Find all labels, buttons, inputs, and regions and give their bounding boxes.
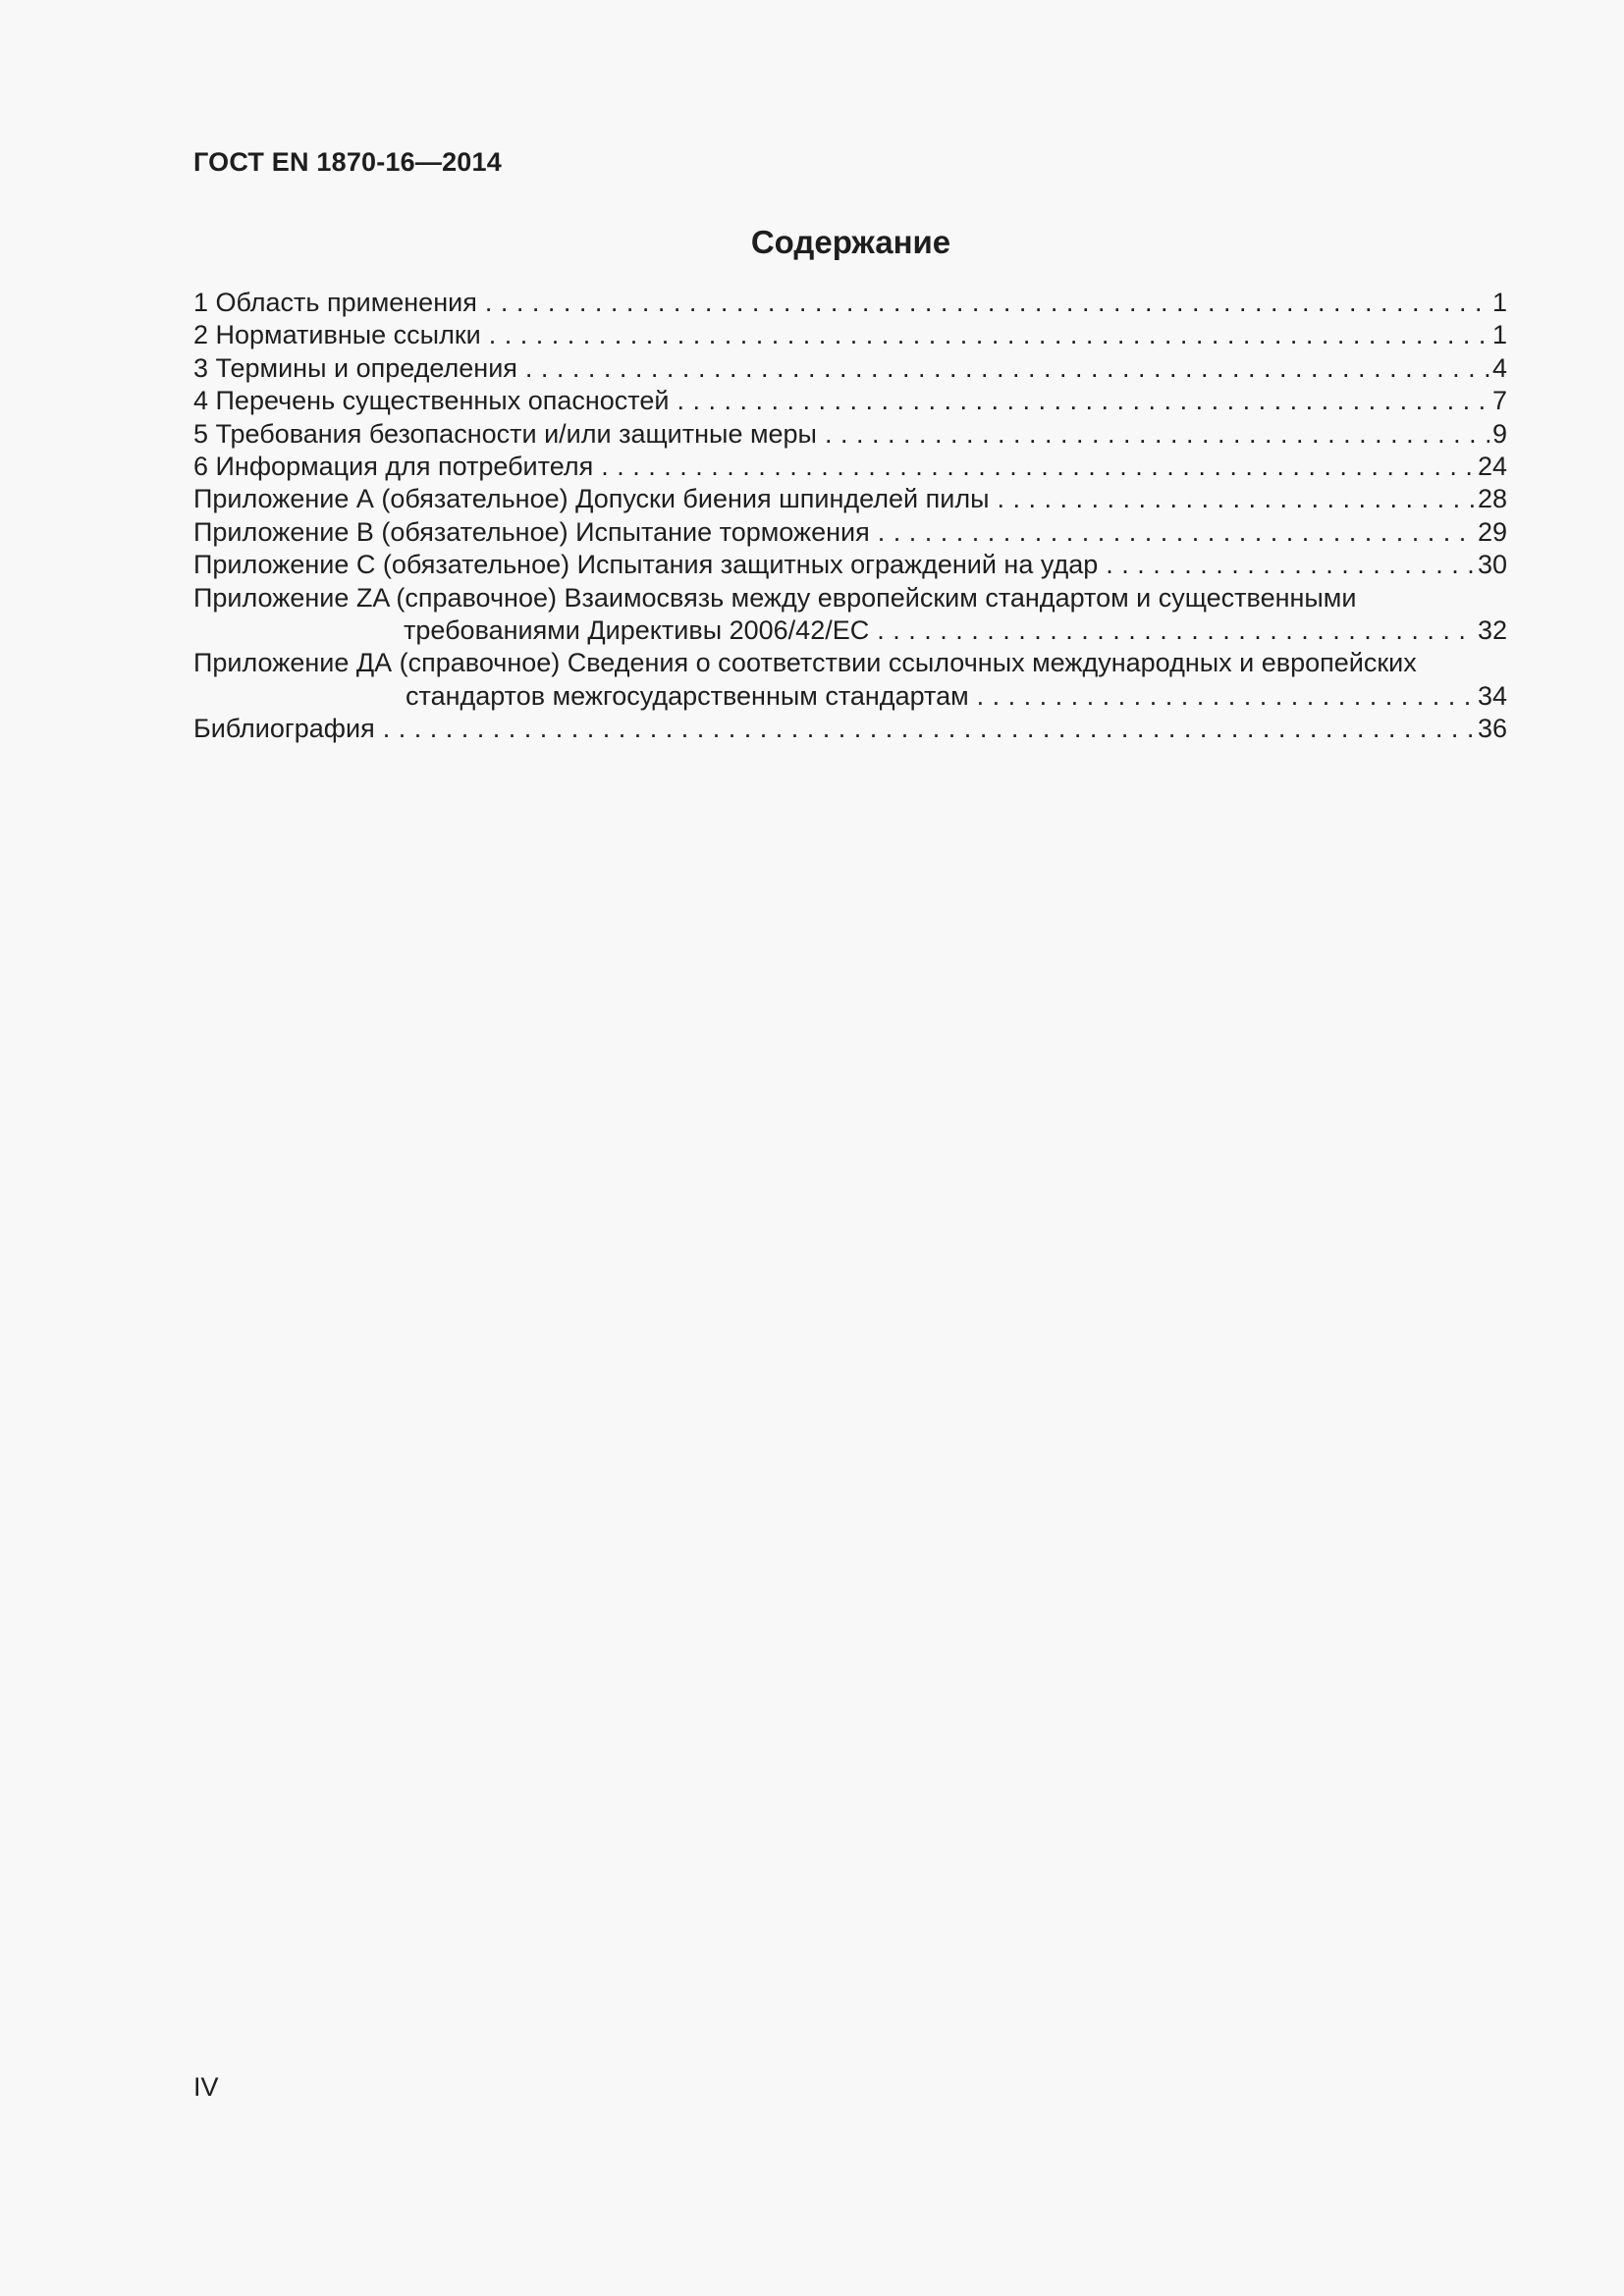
- toc-entry-text: 2 Нормативные ссылки: [193, 320, 481, 350]
- toc-entry-first-line[interactable]: [193, 647, 1507, 679]
- toc-entry-text: Приложение А (обязательное) Допуски биения шпинделей пилы: [193, 484, 990, 514]
- document-code: ГОСТ EN 1870-16—2014: [193, 147, 502, 177]
- toc-entry[interactable]: [193, 516, 1507, 549]
- toc-leader-dots: [485, 287, 1489, 319]
- toc-entry[interactable]: [193, 319, 1507, 351]
- toc-entry-page: 28: [1477, 484, 1507, 514]
- toc-entry-page: 9: [1491, 418, 1507, 449]
- toc-entry-continuation-text: требованиями Директивы 2006/42/ЕС: [404, 614, 870, 645]
- toc-leader-dots: [825, 418, 1489, 451]
- toc-entry[interactable]: [193, 713, 1507, 745]
- toc-leader-dots: [1106, 549, 1475, 581]
- toc-entry-first-line[interactable]: [193, 582, 1507, 614]
- toc-entry-text: 5 Требования безопасности и/или защитные меры: [193, 418, 817, 449]
- toc-entry[interactable]: [193, 483, 1507, 515]
- toc-entry-page: 1: [1491, 288, 1507, 317]
- toc-entry-text: 6 Информация для потребителя: [193, 451, 594, 481]
- page-number: IV: [193, 2072, 219, 2102]
- toc-entry-page: 4: [1491, 352, 1507, 383]
- toc-leader-dots: [878, 516, 1475, 549]
- toc-leader-dots: [877, 614, 1475, 647]
- toc-title: Содержание: [750, 224, 951, 260]
- toc-leader-dots: [677, 385, 1489, 417]
- table-of-contents: [193, 287, 1507, 745]
- toc-entry[interactable]: [193, 385, 1507, 417]
- toc-entry-text: 1 Область применения: [193, 288, 477, 317]
- toc-leader-dots: [997, 483, 1474, 515]
- toc-entry-text: Приложение В (обязательное) Испытание торможения: [193, 516, 870, 547]
- toc-entry-page: 34: [1477, 680, 1507, 711]
- toc-entry-text: Приложение ДА (справочное) Сведения о соответствии ссылочных международных и европейских: [193, 648, 1417, 678]
- toc-entry-page: 7: [1491, 386, 1507, 416]
- toc-entry-continuation[interactable]: [193, 614, 1507, 647]
- toc-entry-text: Библиография: [193, 714, 375, 744]
- toc-entry-page: 1: [1491, 320, 1507, 350]
- toc-entry-page: 32: [1477, 614, 1507, 645]
- toc-entry-page: 29: [1477, 516, 1507, 547]
- toc-entry-continuation[interactable]: [193, 680, 1507, 713]
- toc-leader-dots: [525, 352, 1489, 385]
- toc-leader-dots: [489, 319, 1489, 351]
- toc-entry[interactable]: [193, 549, 1507, 581]
- toc-entry-page: 30: [1477, 550, 1507, 580]
- toc-entry[interactable]: [193, 287, 1507, 319]
- toc-entry-text: Приложение ZA (справочное) Взаимосвязь между европейским стандартом и существенными: [193, 582, 1357, 613]
- toc-leader-dots: [383, 713, 1475, 745]
- toc-entry-text: Приложение С (обязательное) Испытания защитных ограждений на удар: [193, 550, 1099, 580]
- toc-entry-page: 24: [1477, 451, 1507, 481]
- toc-entry[interactable]: [193, 418, 1507, 451]
- toc-leader-dots: [601, 451, 1475, 483]
- toc-entry[interactable]: [193, 451, 1507, 483]
- toc-entry-continuation-text: стандартов межгосударственным стандартам: [406, 680, 969, 711]
- toc-entry-page: 36: [1477, 714, 1507, 744]
- toc-entry-text: 4 Перечень существенных опасностей: [193, 386, 670, 416]
- toc-leader-dots: [977, 680, 1475, 713]
- toc-entry[interactable]: [193, 352, 1507, 385]
- toc-entry-text: 3 Термины и определения: [193, 352, 517, 383]
